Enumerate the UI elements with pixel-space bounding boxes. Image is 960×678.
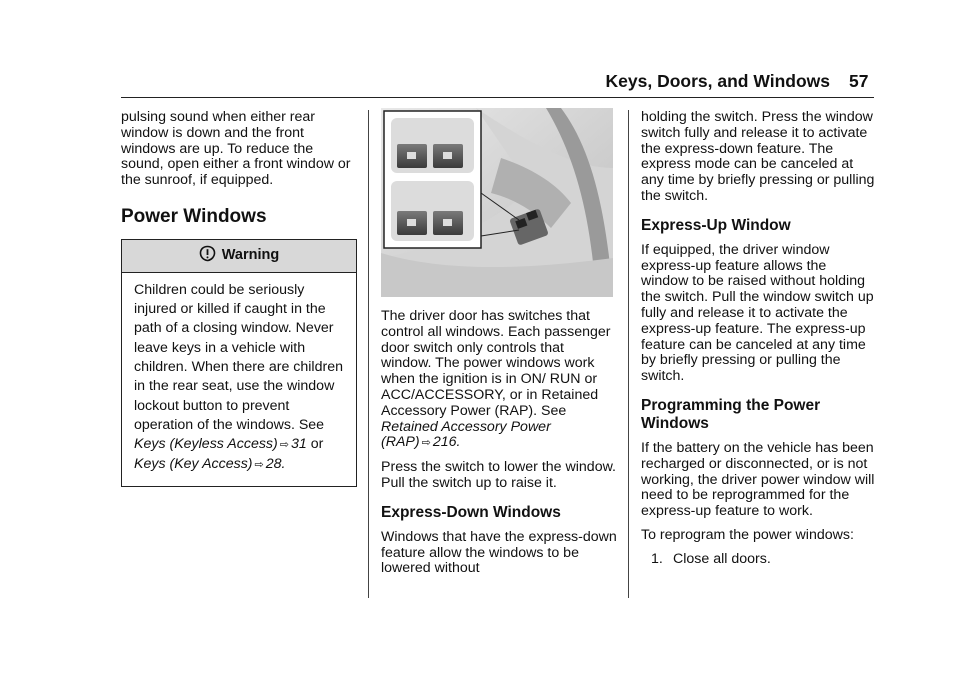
warning-header [122, 240, 356, 273]
column-right [641, 110, 877, 568]
subhead-express-down: Express-Down Windows [381, 503, 561, 521]
warning-ref1-title[interactable]: Keys (Keyless Access) [134, 436, 278, 453]
column-divider-right [628, 110, 629, 598]
subhead-express-up: Express-Up Window [641, 216, 791, 234]
column-middle [381, 110, 617, 585]
column-left [121, 110, 357, 487]
subhead-programming: Programming the Power Windows [641, 396, 821, 432]
paragraph: Press the switch to lower the window. Pull the switch up to raise it. [381, 459, 616, 491]
ref-arrow-icon: ⇨ [279, 439, 289, 452]
header-title: Keys, Doors, and Windows [605, 71, 830, 91]
page-number: 57 [849, 71, 869, 91]
warning-ref2-title[interactable]: Keys (Key Access) [134, 456, 253, 473]
paragraph: If the battery on the vehicle has been recharged or disconnected, or is not working, the driver power window will need to be reprogrammed for the express-up feature to work. [641, 439, 875, 520]
warning-box [121, 239, 357, 487]
ref-arrow-icon: ⇨ [254, 459, 264, 472]
window-switch-illustration [381, 108, 613, 297]
paragraph: If equipped, the driver window express-up feature allows the window to be raised without holding the switch. Pull the window switch up fully and release it to activate the express-up feature. The express-up feature can be canceled at any time by briefly pressing or pulling the switch. [641, 241, 874, 385]
warning-ref2-page[interactable]: 28. [265, 456, 286, 473]
column-divider-left [368, 110, 369, 598]
warning-text: Children could be seriously injured or killed if caught in the path of a closing window. Never leave keys in a vehicle with children. When there are children in the rear seat, use the window lockout button to prevent operation of the windows. See [134, 281, 343, 433]
ref-page[interactable]: 216. [432, 434, 461, 451]
intro-paragraph: pulsing sound when either rear window is down and the front windows are up. To reduce the sound, open either a front window or the sunroof, if equipped. [121, 109, 351, 189]
warning-icon [199, 245, 216, 267]
warning-or: or [310, 436, 324, 453]
step-text: Close all doors. [673, 550, 771, 567]
list-item [651, 552, 877, 568]
section-title: Power Windows [121, 205, 267, 227]
warning-ref1-page[interactable]: 31 [290, 436, 307, 453]
ref-arrow-icon: ⇨ [421, 437, 431, 450]
warning-body [122, 273, 356, 486]
paragraph: Windows that have the express-down feature allow the windows to be lowered without [381, 528, 617, 577]
paragraph: To reprogram the power windows: [641, 526, 854, 543]
paragraph: holding the switch. Press the window switch fully and release it to activate the express-down feature. The express mode can be canceled at any time by briefly pressing or pulling the switch. [641, 109, 875, 204]
paragraph-text: The driver door has switches that control all windows. Each passenger door switch only controls that window. The power windows work when the ignition is in ON/ RUN or ACC/ACCESSORY, or in Retained Accessory Power (RAP). See [381, 308, 611, 419]
header-rule [121, 97, 874, 98]
ref-title[interactable]: Retained Accessory Power (RAP) [381, 418, 551, 451]
warning-label: Warning [221, 246, 280, 263]
step-number: 1. [651, 550, 663, 567]
paragraph [381, 309, 617, 452]
steps-list [651, 552, 877, 568]
